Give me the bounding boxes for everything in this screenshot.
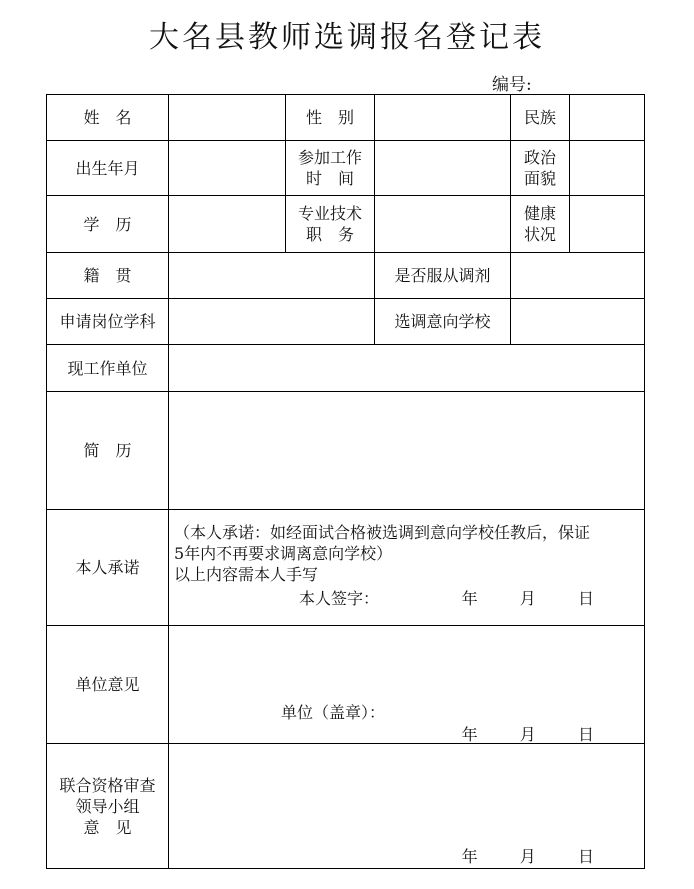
ethnicity-field[interactable] (570, 95, 645, 141)
education-field[interactable] (169, 196, 286, 253)
gender-field[interactable] (375, 95, 511, 141)
unit-opinion-label: 单位意见 (47, 626, 169, 744)
unit-date-month: 月 (519, 725, 536, 744)
health-label (511, 196, 570, 253)
review-label-line2: 领导小组 (75, 796, 140, 816)
form-title: 大名县教师选调报名登记表 (149, 20, 545, 55)
work-start-label-line1: 参加工作 (297, 148, 362, 167)
political-label-line2: 面貌 (523, 169, 556, 188)
pledge-date-year: 年 (461, 589, 478, 608)
obey-adjustment-field[interactable] (511, 253, 645, 299)
review-label-line1: 联合资格审查 (59, 775, 156, 795)
obey-adjustment-label: 是否服从调剂 (375, 253, 511, 299)
applied-subject-label: 申请岗位学科 (47, 299, 169, 345)
unit-opinion-date (462, 724, 594, 745)
target-school-label: 选调意向学校 (375, 299, 511, 345)
review-date-year: 年 (461, 847, 478, 866)
signature-label: 本人签字： (299, 589, 380, 608)
applied-subject-field[interactable] (169, 299, 375, 345)
political-label (511, 141, 570, 196)
pledge-date (462, 588, 594, 609)
health-field[interactable] (570, 196, 645, 253)
current-workplace-field[interactable] (169, 345, 645, 392)
row-name (47, 95, 645, 141)
pledge-label: 本人承诺 (47, 510, 169, 626)
serial-number-label: 编号: (492, 75, 532, 95)
health-label-line2: 状况 (523, 225, 556, 244)
pledge-text-line1: （本人承诺：如经面试合格被选调到意向学校任教后，保证 (174, 523, 591, 542)
birth-label: 出生年月 (47, 141, 169, 196)
ethnicity-label: 民族 (511, 95, 570, 141)
name-field[interactable] (169, 95, 286, 141)
unit-date-day: 日 (577, 725, 594, 744)
name-label: 姓 名 (47, 95, 169, 141)
resume-field[interactable] (169, 392, 645, 510)
row-resume (47, 392, 645, 510)
registration-form-table (46, 94, 645, 869)
row-education (47, 196, 645, 253)
gender-label: 性 别 (286, 95, 375, 141)
row-review (47, 744, 645, 869)
professional-title-label-line1: 专业技术 (297, 204, 362, 223)
pledge-text-line2: 5年内不再要求调离意向学校） (174, 544, 393, 563)
pledge-date-month: 月 (519, 589, 536, 608)
review-label-line3: 意 见 (83, 817, 132, 837)
native-place-label: 籍 贯 (47, 253, 169, 299)
native-place-field[interactable] (169, 253, 375, 299)
row-native (47, 253, 645, 299)
political-label-line1: 政治 (523, 148, 556, 167)
current-workplace-label: 现工作单位 (47, 345, 169, 392)
pledge-date-day: 日 (577, 589, 594, 608)
pledge-text-block (174, 522, 638, 585)
review-date (462, 846, 594, 867)
political-field[interactable] (570, 141, 645, 196)
row-pledge (47, 510, 645, 626)
education-label: 学 历 (47, 196, 169, 253)
review-group-label (47, 744, 169, 869)
review-date-month: 月 (519, 847, 536, 866)
resume-label: 简 历 (47, 392, 169, 510)
pledge-cell[interactable] (169, 510, 645, 626)
row-birth (47, 141, 645, 196)
professional-title-label-line2: 职 务 (305, 225, 354, 244)
birth-field[interactable] (169, 141, 286, 196)
professional-title-label (286, 196, 375, 253)
health-label-line1: 健康 (523, 204, 556, 223)
review-opinion-cell[interactable] (169, 744, 645, 869)
professional-title-field[interactable] (375, 196, 511, 253)
row-unit-opinion (47, 626, 645, 744)
pledge-text-line3: 以上内容需本人手写 (174, 565, 319, 584)
work-start-label (286, 141, 375, 196)
unit-opinion-cell[interactable] (169, 626, 645, 744)
review-date-day: 日 (577, 847, 594, 866)
target-school-field[interactable] (511, 299, 645, 345)
unit-date-year: 年 (461, 725, 478, 744)
row-subject (47, 299, 645, 345)
work-start-label-line2: 时 间 (305, 169, 354, 188)
work-start-field[interactable] (375, 141, 511, 196)
row-workplace (47, 345, 645, 392)
unit-stamp-label: 单位（盖章）： (281, 703, 386, 722)
